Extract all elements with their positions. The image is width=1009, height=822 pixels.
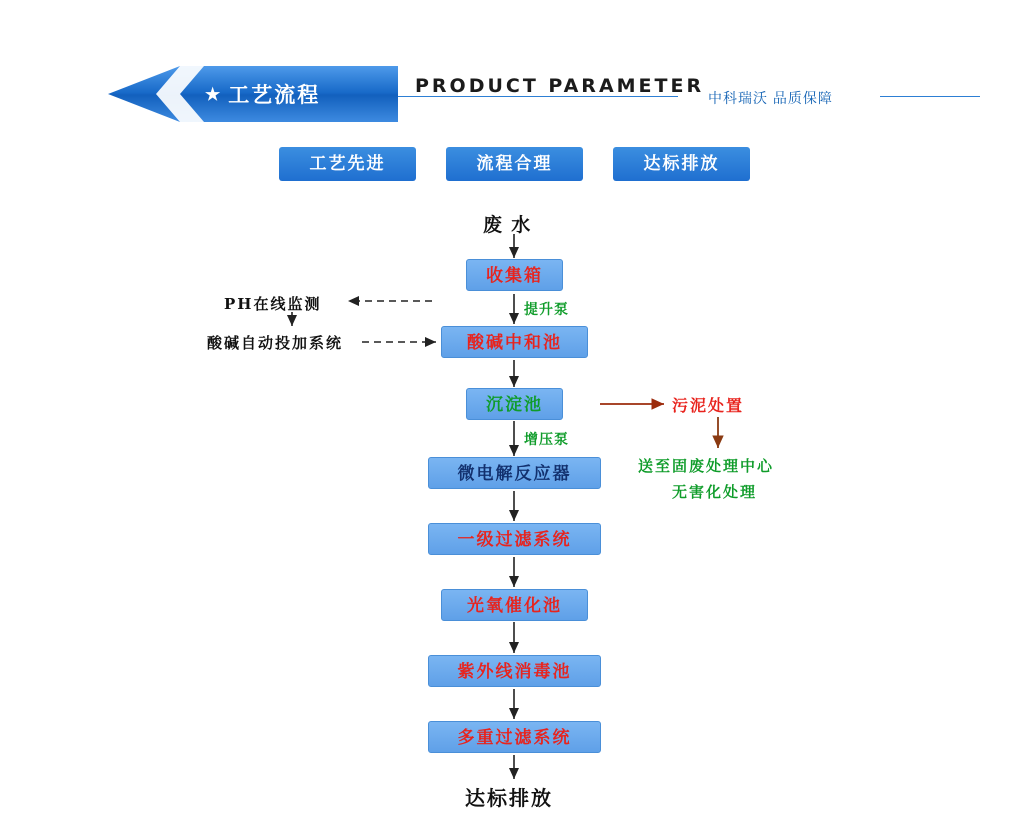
flow-node-uv-disinfection-tank: 紫外线消毒池 — [428, 655, 601, 687]
header-slogan: 中科瑞沃 品质保障 — [708, 90, 833, 106]
pump-label-lift-pump: 提升泵 — [524, 301, 569, 317]
feature-pill-advanced-process: 工艺先进 — [279, 147, 416, 181]
disposal-center-label-line2: 无害化处理 — [672, 484, 758, 501]
ph-online-monitor-label: PH在线监测 — [224, 295, 322, 313]
flow-node-photocatalytic-tank: 光氧催化池 — [441, 589, 588, 621]
pump-label-booster-pump: 增压泵 — [524, 431, 569, 447]
outflow-label: 达标排放 — [465, 788, 553, 810]
flow-node-sedimentation-tank: 沉淀池 — [466, 388, 563, 420]
header-subtitle-en: PRODUCT PARAMETER — [415, 75, 705, 97]
sludge-treatment-label: 污泥处置 — [672, 398, 745, 415]
flow-node-primary-filtration: 一级过滤系统 — [428, 523, 601, 555]
acid-alkali-dosing-system-label: 酸碱自动投加系统 — [207, 335, 344, 352]
disposal-center-label-line1: 送至固废处理中心 — [638, 458, 775, 475]
flow-node-multi-stage-filtration: 多重过滤系统 — [428, 721, 601, 753]
flow-node-micro-electrolysis-reactor: 微电解反应器 — [428, 457, 601, 489]
inflow-label: 废 水 — [483, 215, 533, 236]
header-title-text: 工艺流程 — [228, 84, 321, 107]
feature-pill-reasonable-flow: 流程合理 — [446, 147, 583, 181]
star-icon: ★ — [205, 85, 223, 104]
flow-node-neutralization-tank: 酸碱中和池 — [441, 326, 588, 358]
flow-node-collection-tank: 收集箱 — [466, 259, 563, 291]
page-header — [0, 30, 1009, 107]
header-title — [205, 80, 395, 110]
feature-pill-compliant-discharge: 达标排放 — [613, 147, 750, 181]
header-divider-right — [880, 96, 980, 97]
